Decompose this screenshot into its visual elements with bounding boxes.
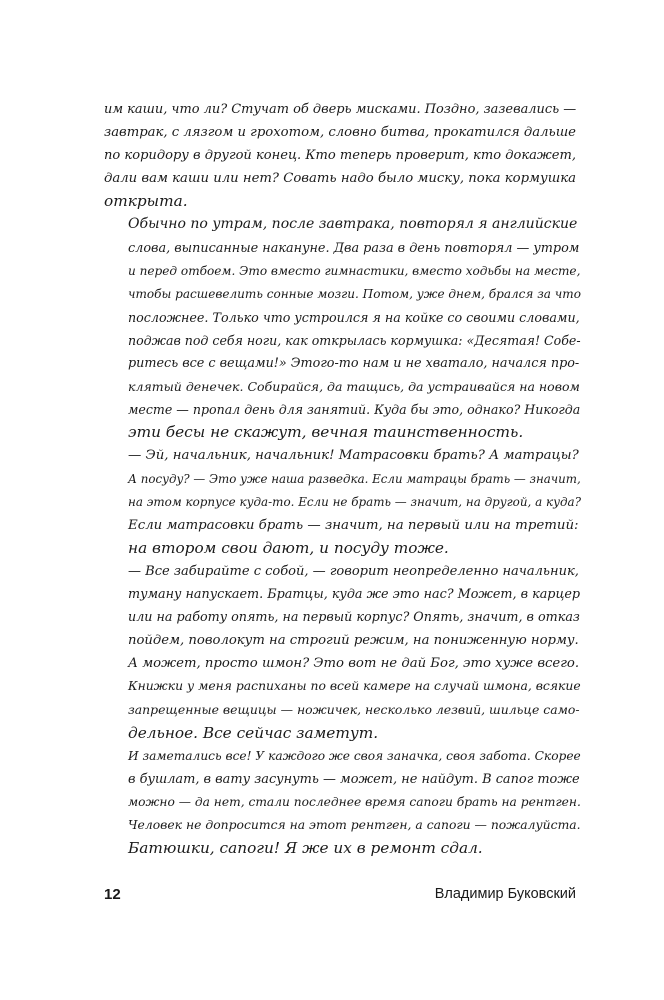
running-head-author: Владимир Буковский (434, 886, 576, 902)
text-line: эти бесы не скажут, вечная таинственность. (128, 423, 524, 442)
text-line: Если матрасовки брать — значит, на первый или на третий: (128, 517, 579, 533)
text-line: по коридору в другой конец. Кто теперь проверит, кто докажет, (104, 148, 576, 164)
paragraph (104, 98, 576, 213)
text-line: на втором свои дают, и посуду тоже. (128, 538, 449, 557)
text-line: И заметались все! У каждого же своя заначка, своя забота. Скорее (128, 748, 581, 763)
text-line: посложнее. Только что устроился я на койке со своими словами, (128, 309, 580, 325)
text-line: А посуду? — Это уже наша разведка. Если матрацы брать — значит, (128, 471, 581, 486)
text-line: дали вам каши или нет? Совать надо было миску, пока кормушка (104, 171, 576, 187)
text-line: им каши, что ли? Стучат об дверь мисками. Поздно, зазевались — (104, 102, 577, 117)
text-line: А может, просто шмон? Это вот не дай Бог, это хуже всего. (128, 656, 580, 672)
paragraph (104, 560, 581, 745)
text-line: туману напускает. Братцы, куда же это нас? Может, в карцер (128, 586, 581, 602)
text-line: — Все забирайте с собой, — говорит неопределенно начальник, (128, 563, 579, 579)
text-line: чтобы расшевелить сонные мозги. Потом, уже днем, брался за что (128, 286, 581, 301)
text-line: запрещенные вещицы — ножичек, несколько лезвий, шильце само- (128, 702, 580, 718)
text-line: ритесь все с вещами!» Этого-то нам и не хватало, начался про- (128, 356, 580, 372)
text-line: дельное. Все сейчас заметут. (128, 723, 379, 742)
text-line: завтрак, с лязгом и грохотом, словно битва, прокатился дальше (104, 125, 576, 141)
text-line: Книжки у меня распиханы по всей камере на случай шмона, всякие (128, 679, 581, 694)
paragraph (104, 745, 581, 860)
text-line: и перед отбоем. Это вместо гимнастики, вместо ходьбы на месте, (128, 263, 581, 278)
text-line: на этом корпусе куда-то. Если не брать — значит, на другой, а куда? (128, 494, 582, 509)
page-footer (104, 886, 576, 908)
text-line: открыта. (104, 192, 188, 211)
text-line: клятый денечек. Собирайся, да тащись, да устраивайся на новом (128, 379, 580, 395)
text-line: месте — пропал день для занятий. Куда бы это, однако? Никогда (128, 402, 581, 418)
text-line: пойдем, поволокут на строгий режим, на пониженную норму. (128, 633, 579, 649)
text-line: или на работу опять, на первый корпус? Опять, значит, в отказ (128, 610, 580, 626)
paragraph (104, 444, 582, 559)
text-line: Батюшки, сапоги! Я же их в ремонт сдал. (128, 839, 483, 857)
text-line: Человек не допросится на этот рентген, а сапоги — пожалуйста. (128, 817, 581, 832)
text-line: можно — да нет, стали последнее время сапоги брать на рентген. (128, 794, 581, 809)
page-number: 12 (104, 886, 121, 903)
text-line: поджав под себя ноги, как открылась кормушка: «Десятая! Собе- (128, 332, 581, 348)
text-line: слова, выписанные накануне. Два раза в день повторял — утром (128, 240, 580, 256)
paragraph (104, 213, 581, 444)
body-text (104, 98, 582, 860)
text-line: в бушлат, в вату засунуть — может, не найдут. В сапог тоже (128, 771, 580, 787)
text-line: Обычно по утрам, после завтрака, повторял я английские (128, 216, 578, 233)
text-line: — Эй, начальник, начальник! Матрасовки брать? А матрацы? (128, 448, 579, 464)
